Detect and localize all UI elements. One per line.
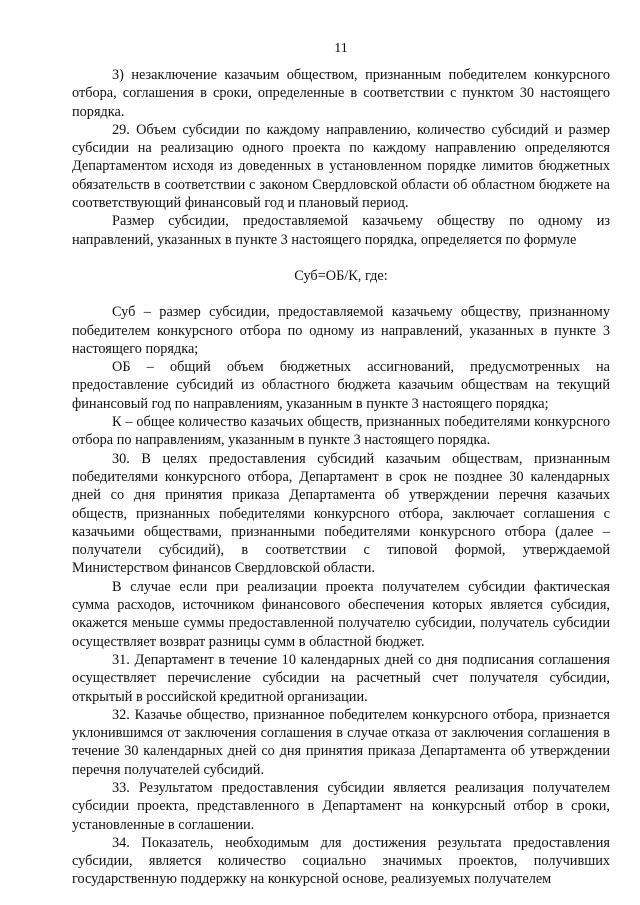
document-page [72, 40, 610, 889]
paragraph-item-3: 3) незаключение казачьим обществом, признанным победителем конкурсного отбора, соглашения в сроки, определенные в соответствии с пунктом 30 настоящего порядка. [72, 67, 610, 120]
paragraph-32: 32. Казачье общество, признанное победителем конкурсного отбора, признается уклонившимся от заключения соглашения в случае отказа от заключения соглашения в течение 30 календарных дней со дня принятия приказа Департамента об утверждении перечня получателей субсидий. [72, 706, 610, 778]
paragraph-29: 29. Объем субсидии по каждому направлению, количество субсидий и размер субсидии на реализацию одного проекта по каждому направлению определяются Департаментом исходя из доведенных в установленном порядке лимитов бюджетных обязательств в соответствии с законом Свердловской области об областном бюджете на соответствующий финансовый год и плановый период. [72, 121, 610, 212]
definition-sub: Суб – размер субсидии, предоставляемой казачьему обществу, признанному победителем конкурсного отбора по одному из направлений, указанных в пункте 3 настоящего порядка; [72, 304, 610, 357]
definition-k: К – общее количество казачьих обществ, признанных победителями конкурсного отбора по направлениям, указанным в пункте 3 настоящего порядка. [72, 414, 610, 449]
formula: Суб=ОБ/К, где: [294, 267, 388, 284]
paragraph-30-refund: В случае если при реализации проекта получателем субсидии фактическая сумма расходов, источником финансового обеспечения которых является субсидия, окажется меньше суммы предоставленной получателю субсидии, получатель субсидии осуществляет возврат разницы сумм в областной бюджет. [72, 578, 610, 650]
paragraph-33: 33. Результатом предоставления субсидии является реализация получателем субсидии проекта, представленного в Департамент на конкурсный отбор в сроки, установленные в соглашении. [72, 779, 610, 833]
page-number: 11 [334, 41, 348, 56]
definition-ob: ОБ – общий объем бюджетных ассигнований, предусмотренных на предоставление субсидий из областного бюджета казачьим обществам на текущий финансовый год по направлениям, указанным в пункте 3 настоящего порядка; [72, 359, 610, 412]
paragraph-subsidy-size: Размер субсидии, предоставляемой казачьему обществу по одному из направлений, указанных в пункте 3 настоящего порядка, определяется по формуле [72, 213, 610, 248]
paragraph-34: 34. Показатель, необходимым для достижения результата предоставления субсидии, является количество социально значимых проектов, получивших государственную поддержку на конкурсной основе, реализуемых получателем [72, 834, 610, 888]
paragraph-30: 30. В целях предоставления субсидий казачьим обществам, признанным победителями конкурсного отбора, Департамент в срок не позднее 30 календарных дней со дня принятия приказа Департамента об утверждении перечня казачьих обществ, признанных победителями конкурсного отбора, заключает соглашения с казачьими обществами, признанными победителями конкурсного отбора (далее – получатели субсидий), в соответствии с типовой формой, утверждаемой Министерством финансов Свердловской области. [72, 450, 610, 577]
paragraph-31: 31. Департамент в течение 10 календарных дней со дня подписания соглашения осуществляет перечисление субсидии на расчетный счет получателя субсидии, открытый в российской кредитной организации. [72, 651, 610, 705]
